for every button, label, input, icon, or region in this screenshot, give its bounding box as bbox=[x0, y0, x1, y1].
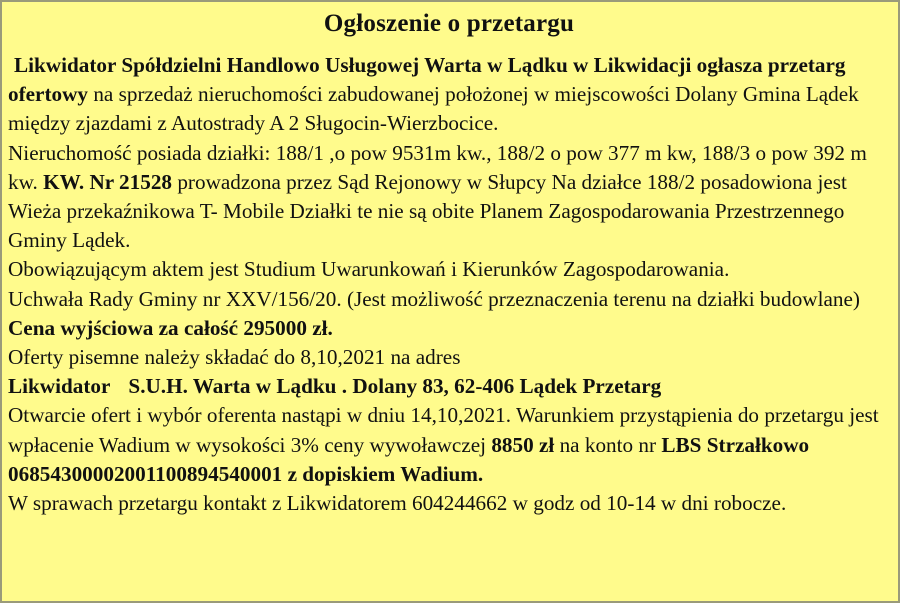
liquidator-name: Likwidator Spółdzielni Handlowo Usługowej Warta w Lądku w Likwidacji bbox=[14, 53, 692, 77]
plots-list: Nieruchomość posiada działki: 188/1 ,o pow 9531m kw., 188/2 o pow 377 m kw, 188/3 o pow 392 m kw. bbox=[8, 140, 867, 194]
announcement-phrase: ogłasza przetarg ofertowy bbox=[8, 53, 846, 107]
address-recipient: Likwidator bbox=[8, 374, 111, 399]
starting-price bbox=[8, 314, 890, 343]
notice-title: Ogłoszenie o przetargu bbox=[323, 10, 575, 37]
court-info: prowadzona przez Sąd Rejonowy w Słupcy bbox=[177, 169, 547, 194]
property-description: na sprzedaż nieruchomości zabudowanej położonej w miejscowości Dolany Gmina Lądek między zjazdami z Autostrady A 2 Sługocin-Wierzbocice. bbox=[8, 82, 859, 136]
contact-line: W sprawach przetargu kontakt z Likwidatorem 604244662 w godz od 10-14 w dni robocze. bbox=[8, 491, 787, 516]
land-register-number: KW. Nr 21528 bbox=[43, 169, 173, 194]
study-line: Obowiązującym aktem jest Studium Uwarunkowań i Kierunków Zagospodarowania. bbox=[8, 257, 730, 282]
address-details: S.U.H. Warta w Lądku . Dolany 83, 62-406 Lądek Przetarg bbox=[128, 374, 662, 399]
resolution-line: Uchwała Rady Gminy nr XXV/156/20. (Jest możliwość przeznaczenia terenu na działki budowlane) bbox=[8, 286, 860, 311]
starting-price-text: Cena wyjściowa za całość 295000 zł. bbox=[8, 315, 333, 340]
intro-paragraph bbox=[8, 51, 890, 139]
deposit-amount: 8850 zł bbox=[491, 432, 555, 457]
plots-paragraph bbox=[8, 139, 890, 256]
opening-text: Otwarcie ofert i wybór oferenta nastąpi w dniu 14,10,2021. Warunkiem przystąpienia do przetargu jest wpłacenie Wadium w wysokości 3% ceny wywoławczej bbox=[8, 403, 879, 457]
address-line bbox=[8, 372, 890, 401]
bank-account: LBS Strzałkowo 06854300002001100894540001 z dopiskiem Wadium. bbox=[8, 432, 810, 486]
account-label: na konto nr bbox=[559, 432, 657, 457]
opening-paragraph bbox=[8, 401, 890, 489]
offers-deadline: Oferty pisemne należy składać do 8,10,2021 na adres bbox=[8, 345, 461, 370]
tower-info: Na działce 188/2 posadowiona jest Wieża przekaźnikowa T- Mobile Działki te nie są obite Planem Zagospodarowania Przestrzennego Gminy Lądek. bbox=[8, 169, 847, 253]
